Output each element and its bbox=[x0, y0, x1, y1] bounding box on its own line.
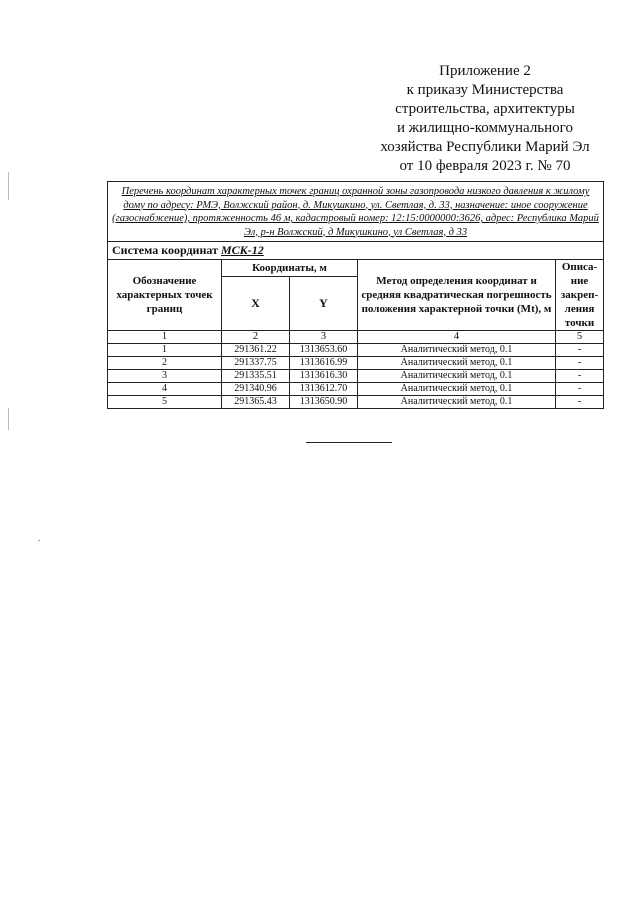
header-description: Описа-ние закреп-ления точки bbox=[556, 260, 604, 331]
x-cell: 291365.43 bbox=[222, 396, 290, 409]
header-line: и жилищно-коммунального bbox=[397, 120, 573, 136]
header-method: Метод определения координат и средняя квадратическая погрешность положения характерной точки (Mt), м bbox=[358, 260, 556, 331]
method-cell: Аналитический метод, 0.1 bbox=[358, 357, 556, 370]
method-cell: Аналитический метод, 0.1 bbox=[358, 344, 556, 357]
header-line: хозяйства Республики Марий Эл bbox=[380, 139, 590, 155]
method-cell: Аналитический метод, 0.1 bbox=[358, 370, 556, 383]
coordinates-table bbox=[107, 181, 604, 409]
coordinate-system-label: Система координат bbox=[112, 243, 218, 257]
column-number: 5 bbox=[556, 331, 604, 344]
method-cell: Аналитический метод, 0.1 bbox=[358, 383, 556, 396]
x-cell: 291335.51 bbox=[222, 370, 290, 383]
description-cell: - bbox=[556, 344, 604, 357]
description-cell: - bbox=[556, 370, 604, 383]
point-cell: 4 bbox=[108, 383, 222, 396]
x-cell: 291337.75 bbox=[222, 357, 290, 370]
header-coords: Координаты, м bbox=[222, 260, 358, 277]
point-cell: 5 bbox=[108, 396, 222, 409]
header-y: Y bbox=[290, 276, 358, 330]
header-line: Приложение 2 bbox=[439, 63, 531, 79]
table-row bbox=[108, 344, 604, 357]
header-line: от 10 февраля 2023 г. № 70 bbox=[399, 158, 571, 174]
table-row bbox=[108, 396, 604, 409]
table-row bbox=[108, 357, 604, 370]
y-cell: 1313650.90 bbox=[290, 396, 358, 409]
column-number: 3 bbox=[290, 331, 358, 344]
scan-margin-mark bbox=[8, 408, 9, 430]
y-cell: 1313616.30 bbox=[290, 370, 358, 383]
scan-speck bbox=[38, 540, 40, 541]
header-x: X bbox=[222, 276, 290, 330]
header-line: строительства, архитектуры bbox=[395, 101, 575, 117]
x-cell: 291361.22 bbox=[222, 344, 290, 357]
end-separator-line bbox=[306, 442, 392, 443]
table-row bbox=[108, 383, 604, 396]
description-cell: - bbox=[556, 396, 604, 409]
y-cell: 1313653.60 bbox=[290, 344, 358, 357]
description-cell: - bbox=[556, 383, 604, 396]
appendix-header bbox=[360, 62, 610, 176]
description-cell: - bbox=[556, 357, 604, 370]
scan-margin-mark bbox=[8, 172, 9, 200]
column-number: 1 bbox=[108, 331, 222, 344]
point-cell: 2 bbox=[108, 357, 222, 370]
point-cell: 1 bbox=[108, 344, 222, 357]
table-row bbox=[108, 370, 604, 383]
column-number: 4 bbox=[358, 331, 556, 344]
y-cell: 1313612.70 bbox=[290, 383, 358, 396]
point-cell: 3 bbox=[108, 370, 222, 383]
method-cell: Аналитический метод, 0.1 bbox=[358, 396, 556, 409]
table-caption: Перечень координат характерных точек границ охранной зоны газопровода низкого давления к жилому дому по адресу: РМЭ, Волжский район, д. Микушкино, ул. Светлая, д. 33, назначение: иное сооружение (газоснабжение), протяженность 46 м, кадастровый номер: 12:15:0000000:3626, адрес: Республика Марий Эл, р-н Волжский, д Микушкино, ул Светлая, д 33 bbox=[108, 182, 604, 242]
coordinate-system-row bbox=[108, 242, 604, 260]
header-point: Обозначение характерных точек границ bbox=[108, 260, 222, 331]
y-cell: 1313616.99 bbox=[290, 357, 358, 370]
x-cell: 291340.96 bbox=[222, 383, 290, 396]
header-line: к приказу Министерства bbox=[406, 82, 564, 98]
column-number: 2 bbox=[222, 331, 290, 344]
coordinate-system-value: МСК-12 bbox=[220, 243, 264, 257]
